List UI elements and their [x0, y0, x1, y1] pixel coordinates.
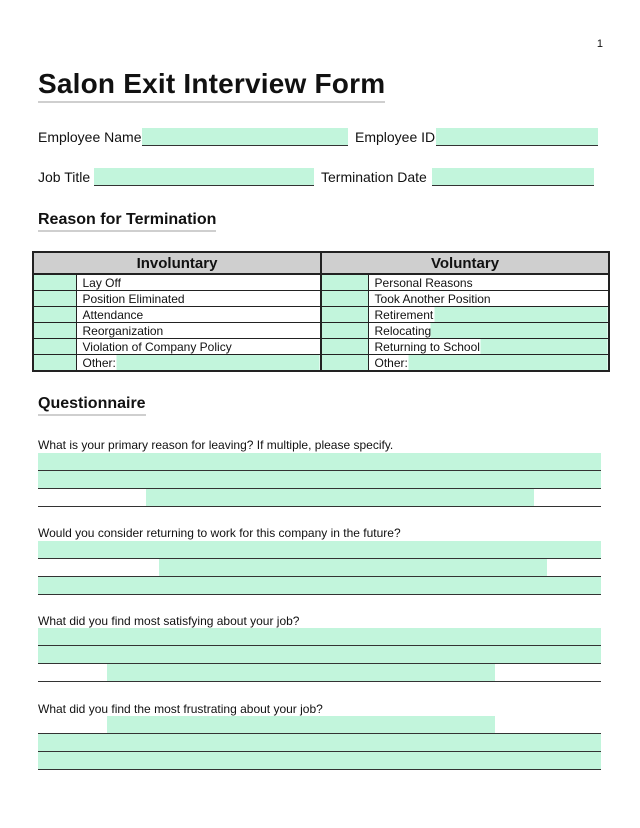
voluntary-checkbox[interactable]	[321, 307, 368, 323]
involuntary-option: Lay Off	[76, 274, 321, 291]
involuntary-option: Reorganization	[76, 323, 321, 339]
answer-line[interactable]	[38, 628, 601, 646]
involuntary-checkbox[interactable]	[33, 323, 76, 339]
voluntary-checkbox[interactable]	[321, 339, 368, 355]
answer-line[interactable]	[38, 559, 601, 577]
job-title-label: Job Title	[38, 169, 91, 185]
employee-name-label: Employee Name	[38, 129, 142, 145]
job-title-field[interactable]	[94, 168, 314, 186]
page-number: 1	[596, 38, 603, 50]
answer-line[interactable]	[38, 489, 601, 507]
answer-line[interactable]	[38, 752, 601, 770]
question-2: Would you consider returning to work for this company in the future?	[38, 526, 401, 540]
involuntary-checkbox[interactable]	[33, 339, 76, 355]
involuntary-option: Violation of Company Policy	[76, 339, 321, 355]
employee-id-field[interactable]	[436, 128, 598, 146]
employee-id-label: Employee ID	[355, 129, 436, 145]
voluntary-header: Voluntary	[321, 252, 609, 274]
termination-date-label: Termination Date	[321, 169, 427, 185]
involuntary-option: Position Eliminated	[76, 291, 321, 307]
involuntary-checkbox[interactable]	[33, 355, 76, 372]
page-title: Salon Exit Interview Form	[38, 68, 385, 103]
involuntary-checkbox[interactable]	[33, 291, 76, 307]
involuntary-checkbox[interactable]	[33, 307, 76, 323]
involuntary-checkbox[interactable]	[33, 274, 76, 291]
answer-line[interactable]	[38, 664, 601, 682]
answer-line[interactable]	[38, 471, 601, 489]
employee-name-field[interactable]	[142, 128, 348, 146]
question-3: What did you find most satisfying about your job?	[38, 614, 300, 628]
voluntary-checkbox[interactable]	[321, 355, 368, 372]
voluntary-checkbox[interactable]	[321, 274, 368, 291]
voluntary-checkbox[interactable]	[321, 291, 368, 307]
termination-date-field[interactable]	[432, 168, 594, 186]
voluntary-option: Personal Reasons	[368, 274, 609, 291]
involuntary-other-field[interactable]: Other:	[76, 355, 321, 372]
involuntary-option: Attendance	[76, 307, 321, 323]
questionnaire-heading: Questionnaire	[38, 395, 146, 416]
answer-line[interactable]	[38, 716, 601, 734]
answer-line[interactable]	[38, 541, 601, 559]
answer-line[interactable]	[38, 646, 601, 664]
answer-line[interactable]	[38, 577, 601, 595]
question-1: What is your primary reason for leaving? If multiple, please specify.	[38, 438, 394, 452]
answer-line[interactable]	[38, 453, 601, 471]
voluntary-checkbox[interactable]	[321, 323, 368, 339]
involuntary-header: Involuntary	[33, 252, 321, 274]
voluntary-option: Returning to School	[368, 339, 609, 355]
voluntary-option: Retirement	[368, 307, 609, 323]
question-4: What did you find the most frustrating about your job?	[38, 702, 323, 716]
voluntary-option: Relocating	[368, 323, 609, 339]
voluntary-option: Took Another Position	[368, 291, 609, 307]
answer-line[interactable]	[38, 734, 601, 752]
reason-heading: Reason for Termination	[38, 211, 216, 232]
voluntary-other-field[interactable]: Other:	[368, 355, 609, 372]
reason-table	[32, 251, 610, 372]
